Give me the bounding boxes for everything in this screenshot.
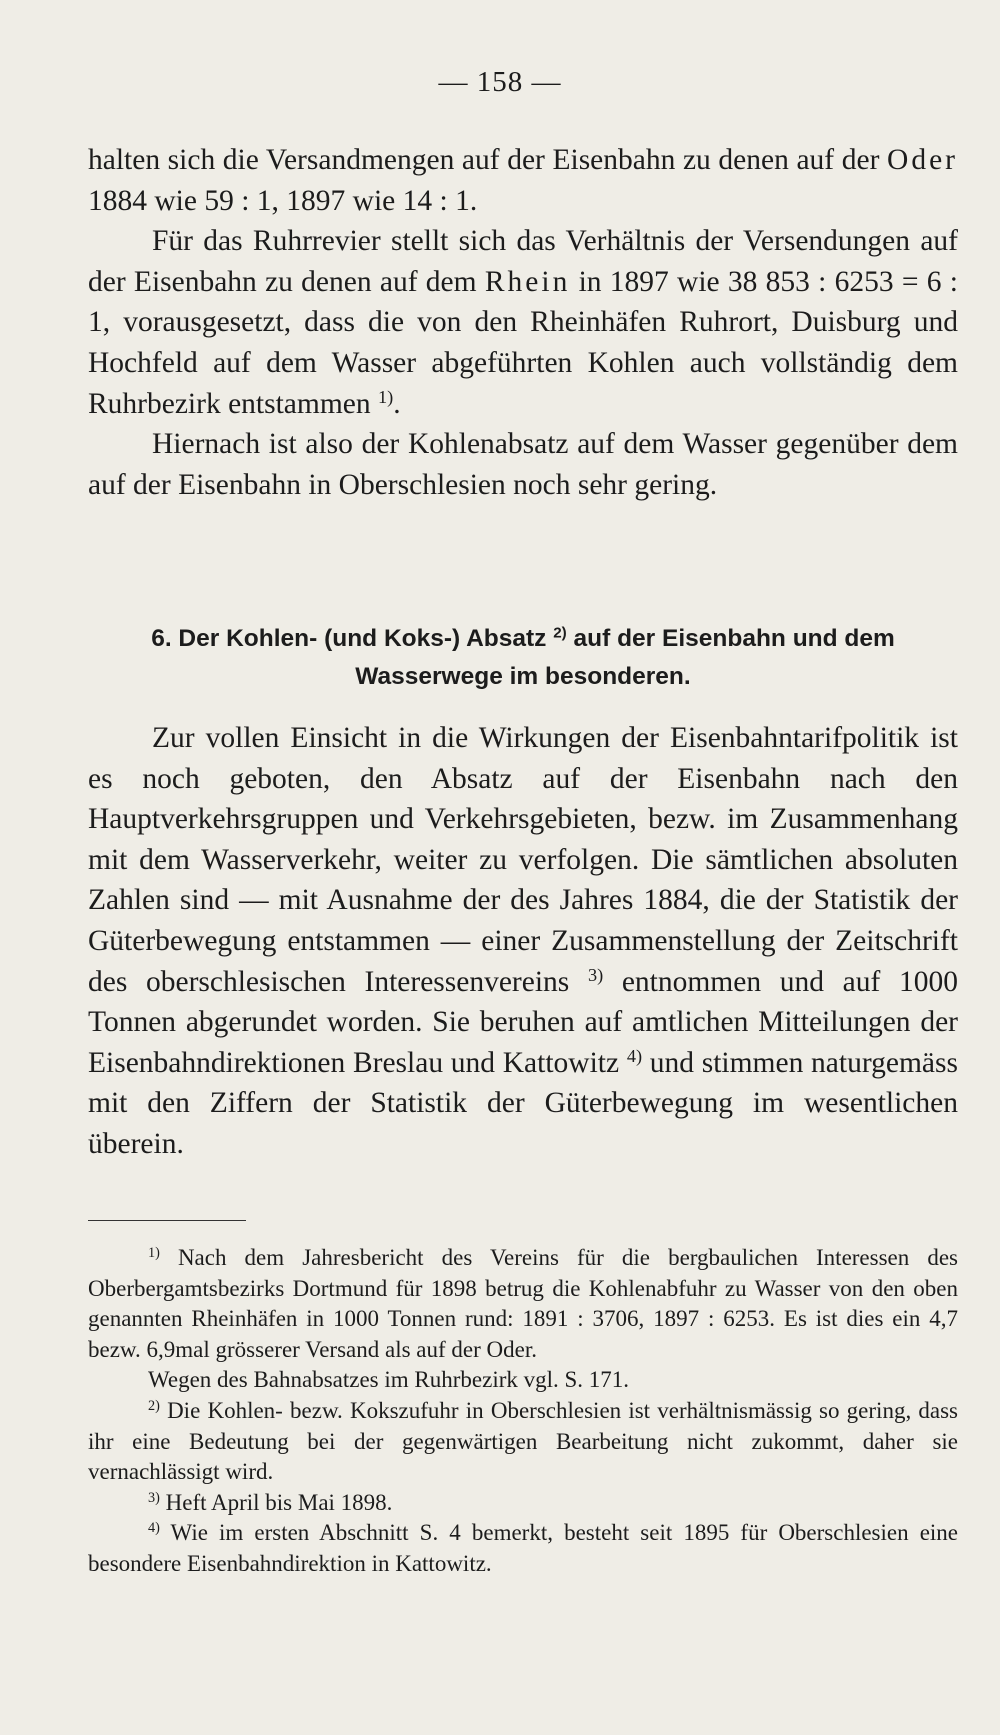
text-segment: in 1897 wie 38 853 : 6253 = 6 : 1, vorausgesetzt, dass die von den Rheinhäfen Ruhrort, Duisburg und Hochfeld auf dem Wasser abgeführten Kohlen auch vollständig dem Ruhrbezirk entstammen: [88, 265, 958, 420]
footnote-marker: 2): [148, 1398, 160, 1415]
footnotes: [88, 1243, 958, 1580]
text-segment: Wie im ersten Abschnitt S. 4 bemerkt, besteht seit 1895 für Oberschlesien eine besondere Eisenbahndirektion in Kattowitz.: [88, 1520, 958, 1576]
text-segment: Für das Ruhrrevier stellt sich das Verhältnis der Versendungen auf der Eisenbahn zu denen auf dem: [88, 225, 958, 298]
footnote-marker-paren: ): [155, 1520, 160, 1537]
text-segment: 6. Der Kohlen- (und Koks-) Absatz: [151, 625, 554, 652]
spaced-text: Rhein: [484, 265, 571, 298]
text-segment: halten sich die Versandmengen auf der Eisenbahn zu denen auf der: [88, 144, 888, 176]
footnote-marker-paren: ): [155, 1245, 160, 1262]
footnote: [88, 1365, 958, 1396]
footnote-marker: 4): [626, 1045, 643, 1066]
body-text-bottom: [88, 718, 958, 1165]
section-heading: [88, 620, 958, 696]
footnote-marker: 2): [553, 624, 567, 642]
text-segment: auf der Eisenbahn und dem Wasserwege im besonderen.: [355, 625, 895, 690]
footnote-marker-paren: ): [387, 386, 394, 407]
footnote-marker: 3): [148, 1489, 160, 1506]
text-segment: entnommen und auf 1000 Tonnen abgerundet worden. Sie beruhen auf amtlichen Mitteilungen der Eisenbahndirektionen Breslau und Kattowitz: [88, 965, 958, 1079]
text-segment: und stimmen naturgemäss mit den Ziffern der Statistik der Güterbewegung im wesentlichen überein.: [88, 1046, 958, 1160]
footnote-marker-paren: ): [635, 1045, 643, 1066]
text-segment: Zur vollen Einsicht in die Wirkungen der Eisenbahntarifpolitik ist es noch geboten, den Absatz auf der Eisenbahn nach den Hauptverkehrsgruppen und Verkehrsgebieten, bezw. im Zusammenhang mit dem Wasserverkehr, weiter zu verfolgen. Die sämtlichen absoluten Zahlen sind — mit Ausnahme der des Jahres 1884, die der Statistik der Güterbewegung entstammen — einer Zusammenstellung der Zeitschrift des oberschlesischen Interessenvereins: [88, 722, 958, 998]
footnote: [88, 1488, 958, 1519]
paragraph: [88, 221, 958, 424]
spaced-text: Oder: [887, 144, 958, 176]
footnote-divider: [88, 1220, 246, 1221]
footnote-marker: 1): [148, 1245, 160, 1262]
page-number: — 158 —: [438, 66, 562, 98]
body-text-top: [88, 140, 958, 505]
text-segment: .: [393, 387, 401, 420]
text-segment: Heft April bis Mai 1898.: [159, 1489, 393, 1515]
footnote-marker: 4): [148, 1520, 160, 1537]
text-segment: Nach dem Jahresbericht des Vereins für die bergbaulichen Interessen des Oberbergamtsbezirks Dortmund für 1898 betrug die Kohlenabfuhr zu Wasser von den oben genannten Rheinhäfen in 1000 Tonnen rund: 1891 : 3706, 1897 : 6253. Es ist dies ein 4,7 bezw. 6,9mal grösserer Versand als auf der Oder.: [88, 1245, 958, 1362]
text-segment: Wegen des Bahnabsatzes im Ruhrbezirk vgl. S. 171.: [148, 1367, 630, 1393]
footnote: [88, 1518, 958, 1579]
footnote-marker-paren: ): [155, 1489, 160, 1506]
text-segment: Die Kohlen- bezw. Kokszufuhr in Oberschlesien ist verhältnismässig so gering, dass ihr eine Bedeutung bei der gegenwärtigen Bearbeitung nicht zukommt, daher sie vernachlässigt wird.: [88, 1397, 958, 1485]
footnote-marker-paren: ): [597, 964, 604, 985]
paragraph: [88, 718, 958, 1165]
paragraph: [88, 140, 958, 221]
text-segment: 1884 wie 59 : 1, 1897 wie 14 : 1.: [88, 184, 478, 217]
footnote-marker: 1): [378, 386, 394, 407]
footnote: [88, 1396, 958, 1488]
footnote-marker-paren: ): [561, 624, 567, 642]
footnote: [88, 1243, 958, 1365]
text-segment: Hiernach ist also der Kohlenabsatz auf dem Wasser gegenüber dem auf der Eisenbahn in Oberschlesien noch sehr gering.: [88, 428, 958, 501]
footnote-marker: 3): [587, 964, 604, 985]
paragraph: [88, 424, 958, 505]
footnote-marker-paren: ): [155, 1398, 160, 1415]
